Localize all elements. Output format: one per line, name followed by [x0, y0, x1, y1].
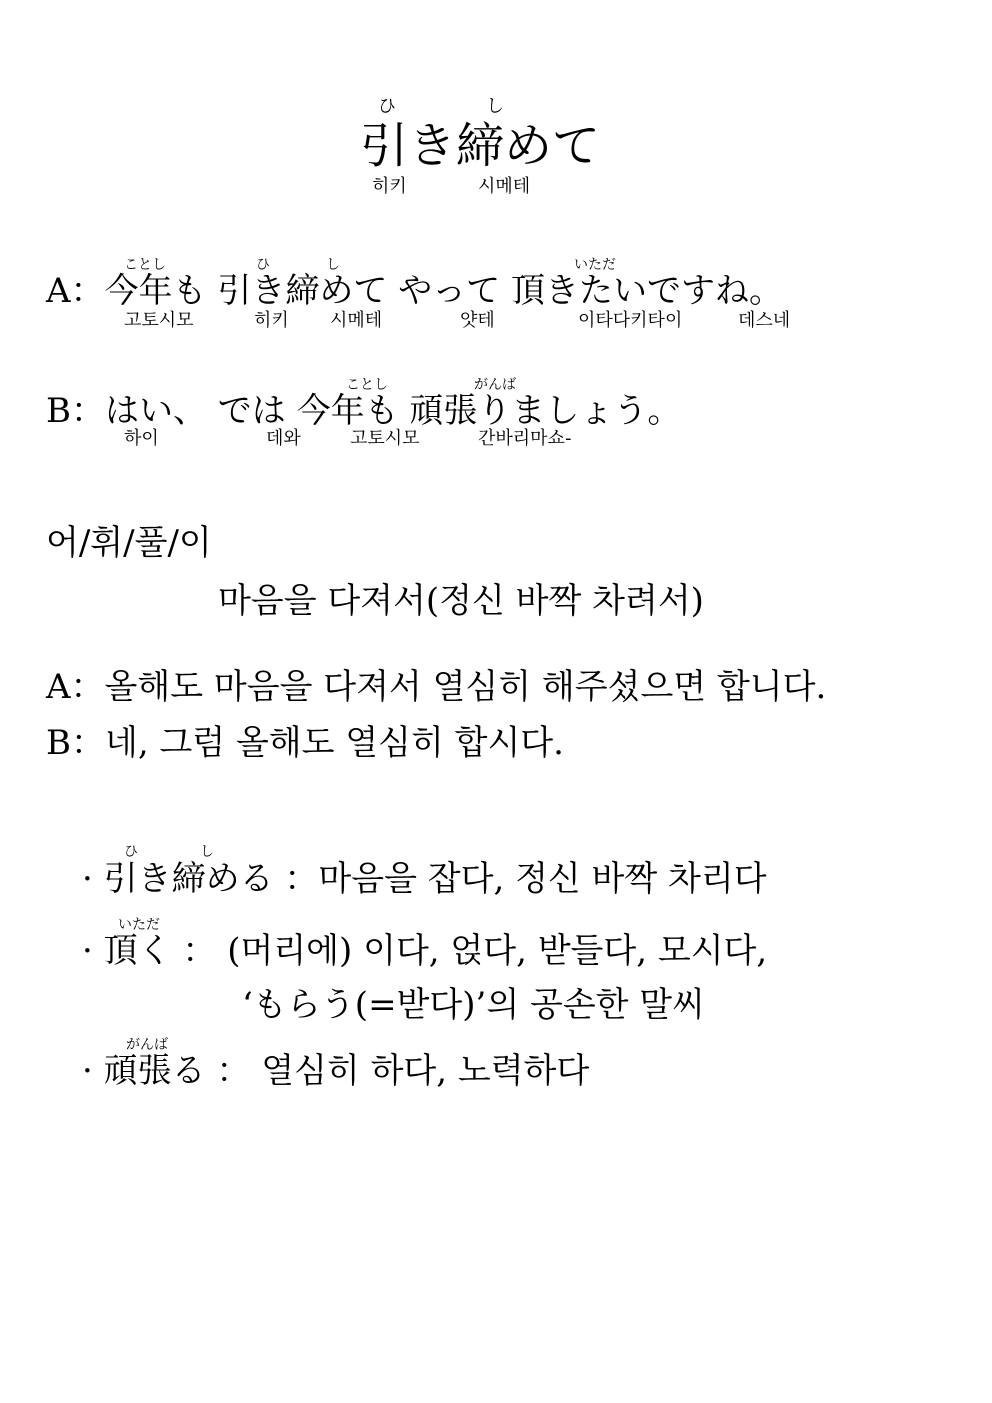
dialogue-b-line: B：はい、 では 今年も 頑張りましょう。 — [46, 391, 682, 431]
note-2: · 頂く ： (머리에) 이다, 얹다, 받들다, 모시다, — [82, 931, 768, 971]
note-1-furigana-1: ひ — [124, 844, 138, 860]
title-furigana-hi: ひ — [378, 96, 396, 117]
dialogue-b-furigana-1: ことし — [346, 377, 388, 393]
note-4: · 頑張る ： 열심히 하다, 노력하다 — [82, 1051, 590, 1091]
note-1-furigana-2: し — [200, 844, 214, 860]
note-1: · 引き締める ：마음을 잡다, 정신 바짝 차리다 — [82, 859, 767, 899]
dialogue-a-reading-3: 시메테 — [330, 310, 383, 331]
dialogue-a-furigana-4: いただ — [574, 257, 616, 273]
dialogue-a-reading-4: 얏테 — [460, 310, 495, 331]
dialogue-b-reading-4: 간바리마쇼- — [478, 428, 572, 449]
translation-b: B：네, 그럼 올해도 열심히 합시다. — [46, 723, 564, 763]
dialogue-a-furigana-2: ひ — [256, 257, 270, 273]
dialogue-a-reading-5: 이타다키타이 — [578, 310, 683, 331]
dialogue-a-line: A：今年も 引き締めて やって 頂きたいですね。 — [46, 271, 783, 311]
note-3: ‘もらう(=받다)’의 공손한 말씨 — [242, 985, 705, 1025]
dialogue-b-reading-2: 데와 — [266, 428, 301, 449]
dialogue-a-reading-1: 고토시모 — [124, 310, 194, 331]
vocab-meaning: 마음을 다져서(정신 바짝 차려서) — [218, 581, 704, 621]
dialogue-a-reading-2: 히키 — [254, 310, 289, 331]
note-4-furigana-1: がんば — [126, 1037, 168, 1053]
translation-a: A：올해도 마음을 다져서 열심히 해주셨으면 합니다. — [46, 667, 827, 707]
dialogue-a-furigana-1: ことし — [124, 257, 166, 273]
dialogue-b-reading-1: 하이 — [124, 428, 159, 449]
dialogue-a-furigana-3: し — [326, 257, 340, 273]
dialogue-b-reading-3: 고토시모 — [350, 428, 420, 449]
title-reading-left: 히키 — [372, 176, 407, 197]
vocab-heading: 어/휘/풀/이 — [46, 523, 212, 563]
dialogue-a-reading-6: 데스네 — [738, 310, 791, 331]
title-furigana-shi: し — [486, 96, 504, 117]
title-reading-right: 시메테 — [478, 176, 531, 197]
dialogue-b-furigana-2: がんば — [474, 377, 516, 393]
page-title: 引き締めて — [360, 118, 601, 174]
note-2-furigana-1: いただ — [118, 917, 160, 933]
